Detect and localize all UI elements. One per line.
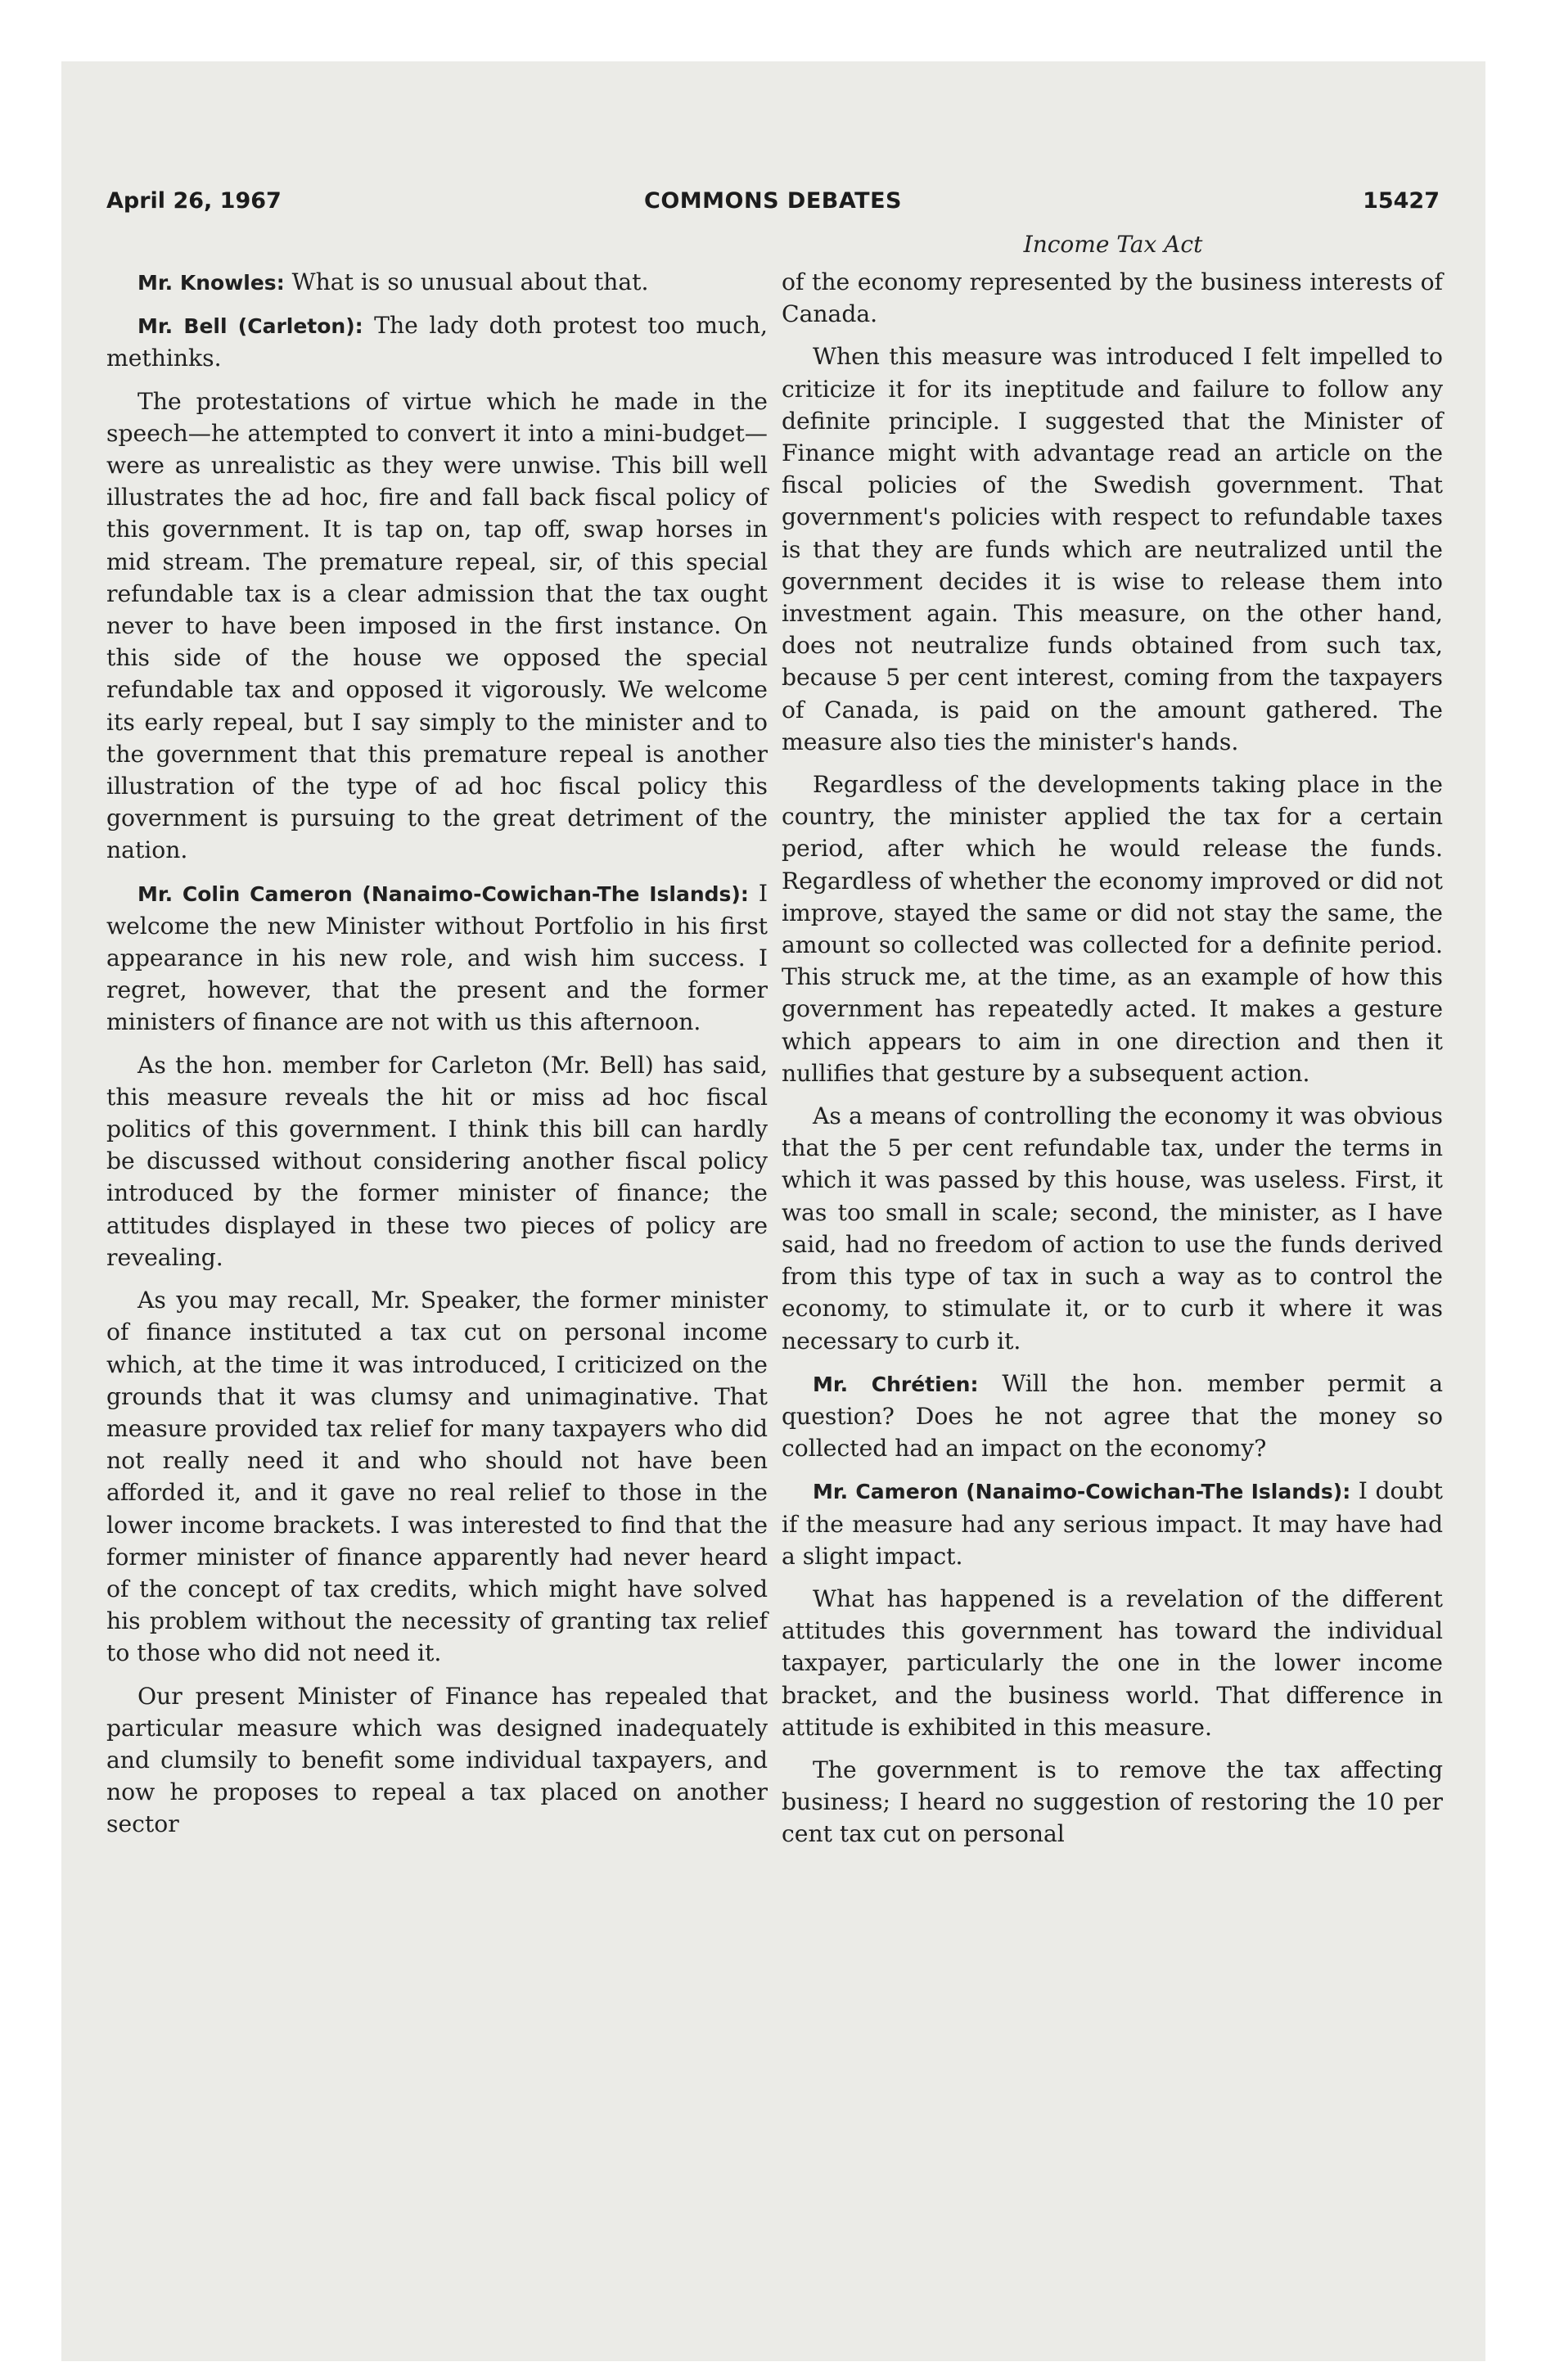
speaker-name: Mr. Chrétien: <box>813 1372 979 1396</box>
paragraph <box>782 1100 1443 1357</box>
paragraph <box>106 1284 768 1669</box>
paragraph-text: When this measure was introduced I felt impelled to criticize it for its ineptitude and failure to follow any definite principle. I suggested that the Minister of Finance might with advantage read an article on the fiscal policies of the Swedish government. That government's policies with respect to refundable taxes is that they are funds which are neutralized until the government decides it is wise to release them into investment again. This measure, on the other hand, does not neutralize funds obtained from such tax, because 5 per cent interest, coming from the taxpayers of Canada, is paid on the amount gathered. The measure also ties the minister's hands. <box>782 343 1443 755</box>
paragraph <box>106 385 768 867</box>
paragraph <box>782 769 1443 1089</box>
paragraph <box>782 1583 1443 1743</box>
paragraph-text: of the economy represented by the business interests of Canada. <box>782 268 1443 328</box>
paragraph <box>106 266 768 299</box>
paragraph-text: The government is to remove the tax affecting business; I heard no suggestion of restoring the 10 per cent tax cut on personal <box>782 1756 1443 1848</box>
header-publication: COMMONS DEBATES <box>644 188 902 214</box>
section-subject: Income Tax Act <box>1023 231 1203 258</box>
paragraph <box>782 266 1443 330</box>
left-column <box>106 266 768 1851</box>
page-header <box>106 188 1440 224</box>
paragraph <box>782 1475 1443 1572</box>
paragraph-text: As you may recall, Mr. Speaker, the former minister of finance instituted a tax cut on personal income which, at the time it was introduced, I criticized on the grounds that it was clumsy and unimaginative. That measure provided tax relief for many taxpayers who did not really need it and who should not have been afforded it, and it gave no real relief to those in the lower income brackets. I was interested to find that the former minister of finance apparently had never heard of the concept of tax credits, which might have solved his problem without the necessity of granting tax relief to those who did not need it. <box>106 1287 768 1667</box>
paragraph <box>106 309 768 374</box>
paragraph-text: Will the hon. member permit a question? Does he not agree that the money so collected had an impact on the economy? <box>782 1369 1443 1463</box>
header-date: April 26, 1967 <box>106 188 282 214</box>
paragraph-text: What is so unusual about that. <box>291 268 649 295</box>
paragraph-text: What has happened is a revelation of the different attitudes this government has toward the individual taxpayer, particularly the one in the lower income bracket, and the business world. That difference in attitude is exhibited in this measure. <box>782 1584 1443 1741</box>
header-page-number: 15427 <box>1363 188 1440 214</box>
paragraph <box>106 1049 768 1273</box>
paragraph <box>782 1754 1443 1850</box>
paragraph-text: The protestations of virtue which he made in the speech—he attempted to convert it into a mini-budget—were as unrealistic as they were unwise. This bill well illustrates the ad hoc, fire and fall back fiscal policy of this government. It is tap on, tap off, swap horses in mid stream. The premature repeal, sir, of this special refundable tax is a clear admission that the tax ought never to have been imposed in the first instance. On this side of the house we opposed the special refundable tax and opposed it vigorously. We welcome its early repeal, but I say simply to the minister and to the government that this premature repeal is another illustration of the type of ad hoc fiscal policy this government is pursuing to the great detriment of the nation. <box>106 387 768 864</box>
paragraph-text: I doubt if the measure had any serious impact. It may have had a slight impact. <box>782 1477 1444 1570</box>
paragraph-text: I welcome the new Minister without Portfolio in his first appearance in his new role, and wish him success. I regret, however, that the present and the former ministers of finance are not with us this afternoon. <box>106 879 768 1036</box>
paragraph <box>782 340 1443 758</box>
paragraph <box>106 1680 768 1841</box>
speaker-name: Mr. Colin Cameron (Nanaimo-Cowichan-The Islands): <box>137 881 749 906</box>
paragraph-text: Regardless of the developments taking place in the country, the minister applied the tax for a certain period, after which he would release the funds. Regardless of whether the economy improved or did not improve, stayed the same or did not stay the same, the amount so collected was collected for a definite period. This struck me, at the time, as an example of how this government has repeatedly acted. It makes a gesture which appears to aim in one direction and then it nullifies that gesture by a subsequent action. <box>782 771 1443 1087</box>
speaker-name: Mr. Knowles: <box>137 271 285 295</box>
paragraph-text: As a means of controlling the economy it was obvious that the 5 per cent refundable tax, under the terms in which it was passed by this house, was useless. First, it was too small in scale; second, the minister, as I have said, had no freedom of action to use the funds derived from this type of tax in such a way as to control the economy, to stimulate it, or to curb it where it was necessary to curb it. <box>782 1102 1443 1355</box>
paragraph-text: The lady doth protest too much, methinks. <box>106 312 768 372</box>
speaker-name: Mr. Bell (Carleton): <box>137 314 363 339</box>
paragraph <box>106 877 768 1039</box>
paragraph-text: Our present Minister of Finance has repealed that particular measure which was designed inadequately and clumsily to benefit some individual taxpayers, and now he proposes to repeal a tax placed on another sector <box>106 1682 768 1838</box>
speaker-name: Mr. Cameron (Nanaimo-Cowichan-The Islands): <box>813 1480 1351 1504</box>
right-column <box>782 266 1443 1861</box>
paragraph-text: As the hon. member for Carleton (Mr. Bell) has said, this measure reveals the hit or miss ad hoc fiscal politics of this government. I think this bill can hardly be discussed without considering another fiscal policy introduced by the former minister of finance; the attitudes displayed in these two pieces of policy are revealing. <box>106 1051 768 1271</box>
paragraph <box>782 1368 1443 1465</box>
